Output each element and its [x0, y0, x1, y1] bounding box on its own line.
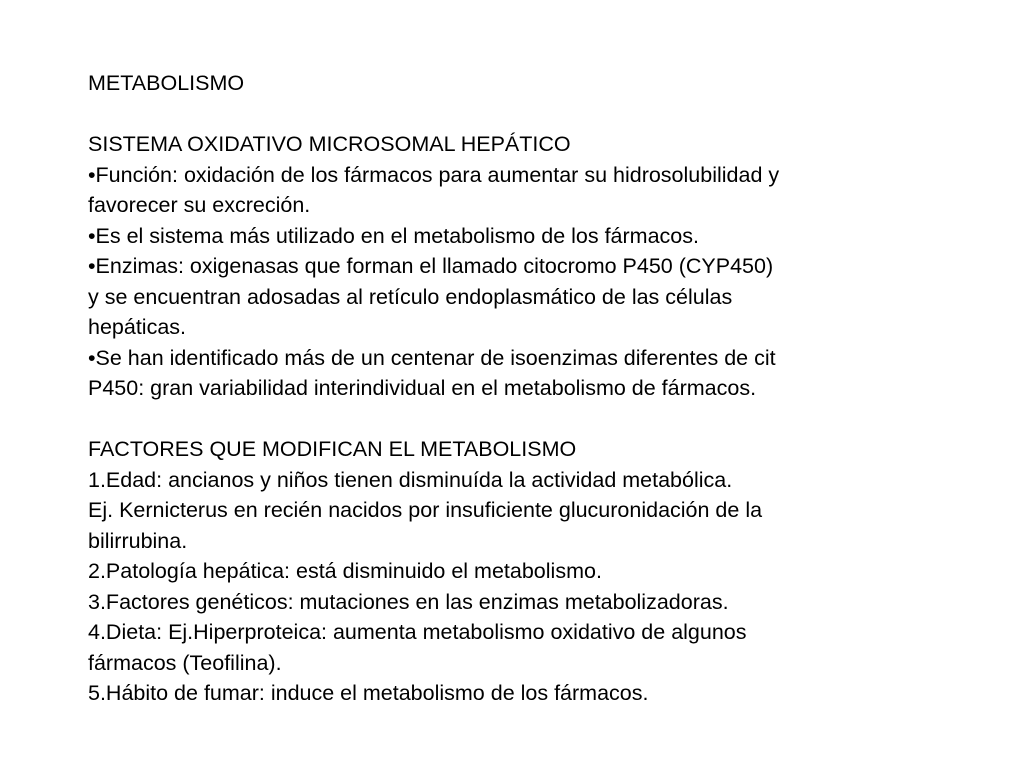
text-line: 5.Hábito de fumar: induce el metabolismo de los fármacos. [88, 681, 649, 705]
text-line: •Es el sistema más utilizado en el metabolismo de los fármacos. [88, 223, 699, 248]
text-line: •Función: oxidación de los fármacos para aumentar su hidrosolubilidad y [88, 162, 780, 187]
slide-content [88, 68, 968, 709]
text-line: •Enzimas: oxigenasas que forman el llamado citocromo P450 (CYP450) [88, 254, 774, 278]
spacer [88, 99, 968, 130]
text-line: •Se han identificado más de un centenar de isoenzimas diferentes de cit [88, 345, 776, 370]
text-line: fármacos (Teofilina). [88, 650, 282, 675]
section-heading-factors: FACTORES QUE MODIFICAN EL METABOLISMO [88, 437, 577, 461]
section-heading-oxidative-system: SISTEMA OXIDATIVO MICROSOMAL HEPÁTICO [88, 132, 571, 156]
text-line: bilirrubina. [88, 528, 188, 553]
spacer [88, 404, 968, 435]
text-line: 1.Edad: ancianos y niños tienen disminuída la actividad metabólica. [88, 467, 733, 492]
text-line: y se encuentran adosadas al retículo endoplasmático de las células [88, 284, 733, 309]
text-line: favorecer su excreción. [88, 193, 311, 217]
text-line: hepáticas. [88, 315, 187, 339]
text-line: P450: gran variabilidad interindividual en el metabolismo de fármacos. [88, 376, 757, 400]
slide-title: METABOLISMO [88, 71, 245, 95]
text-line: Ej. Kernicterus en recién nacidos por insuficiente glucuronidación de la [88, 498, 763, 522]
text-line: 3.Factores genéticos: mutaciones en las enzimas metabolizadoras. [88, 589, 729, 614]
text-line: 2.Patología hepática: está disminuido el metabolismo. [88, 559, 602, 583]
text-line: 4.Dieta: Ej.Hiperproteica: aumenta metabolismo oxidativo de algunos [88, 620, 747, 644]
